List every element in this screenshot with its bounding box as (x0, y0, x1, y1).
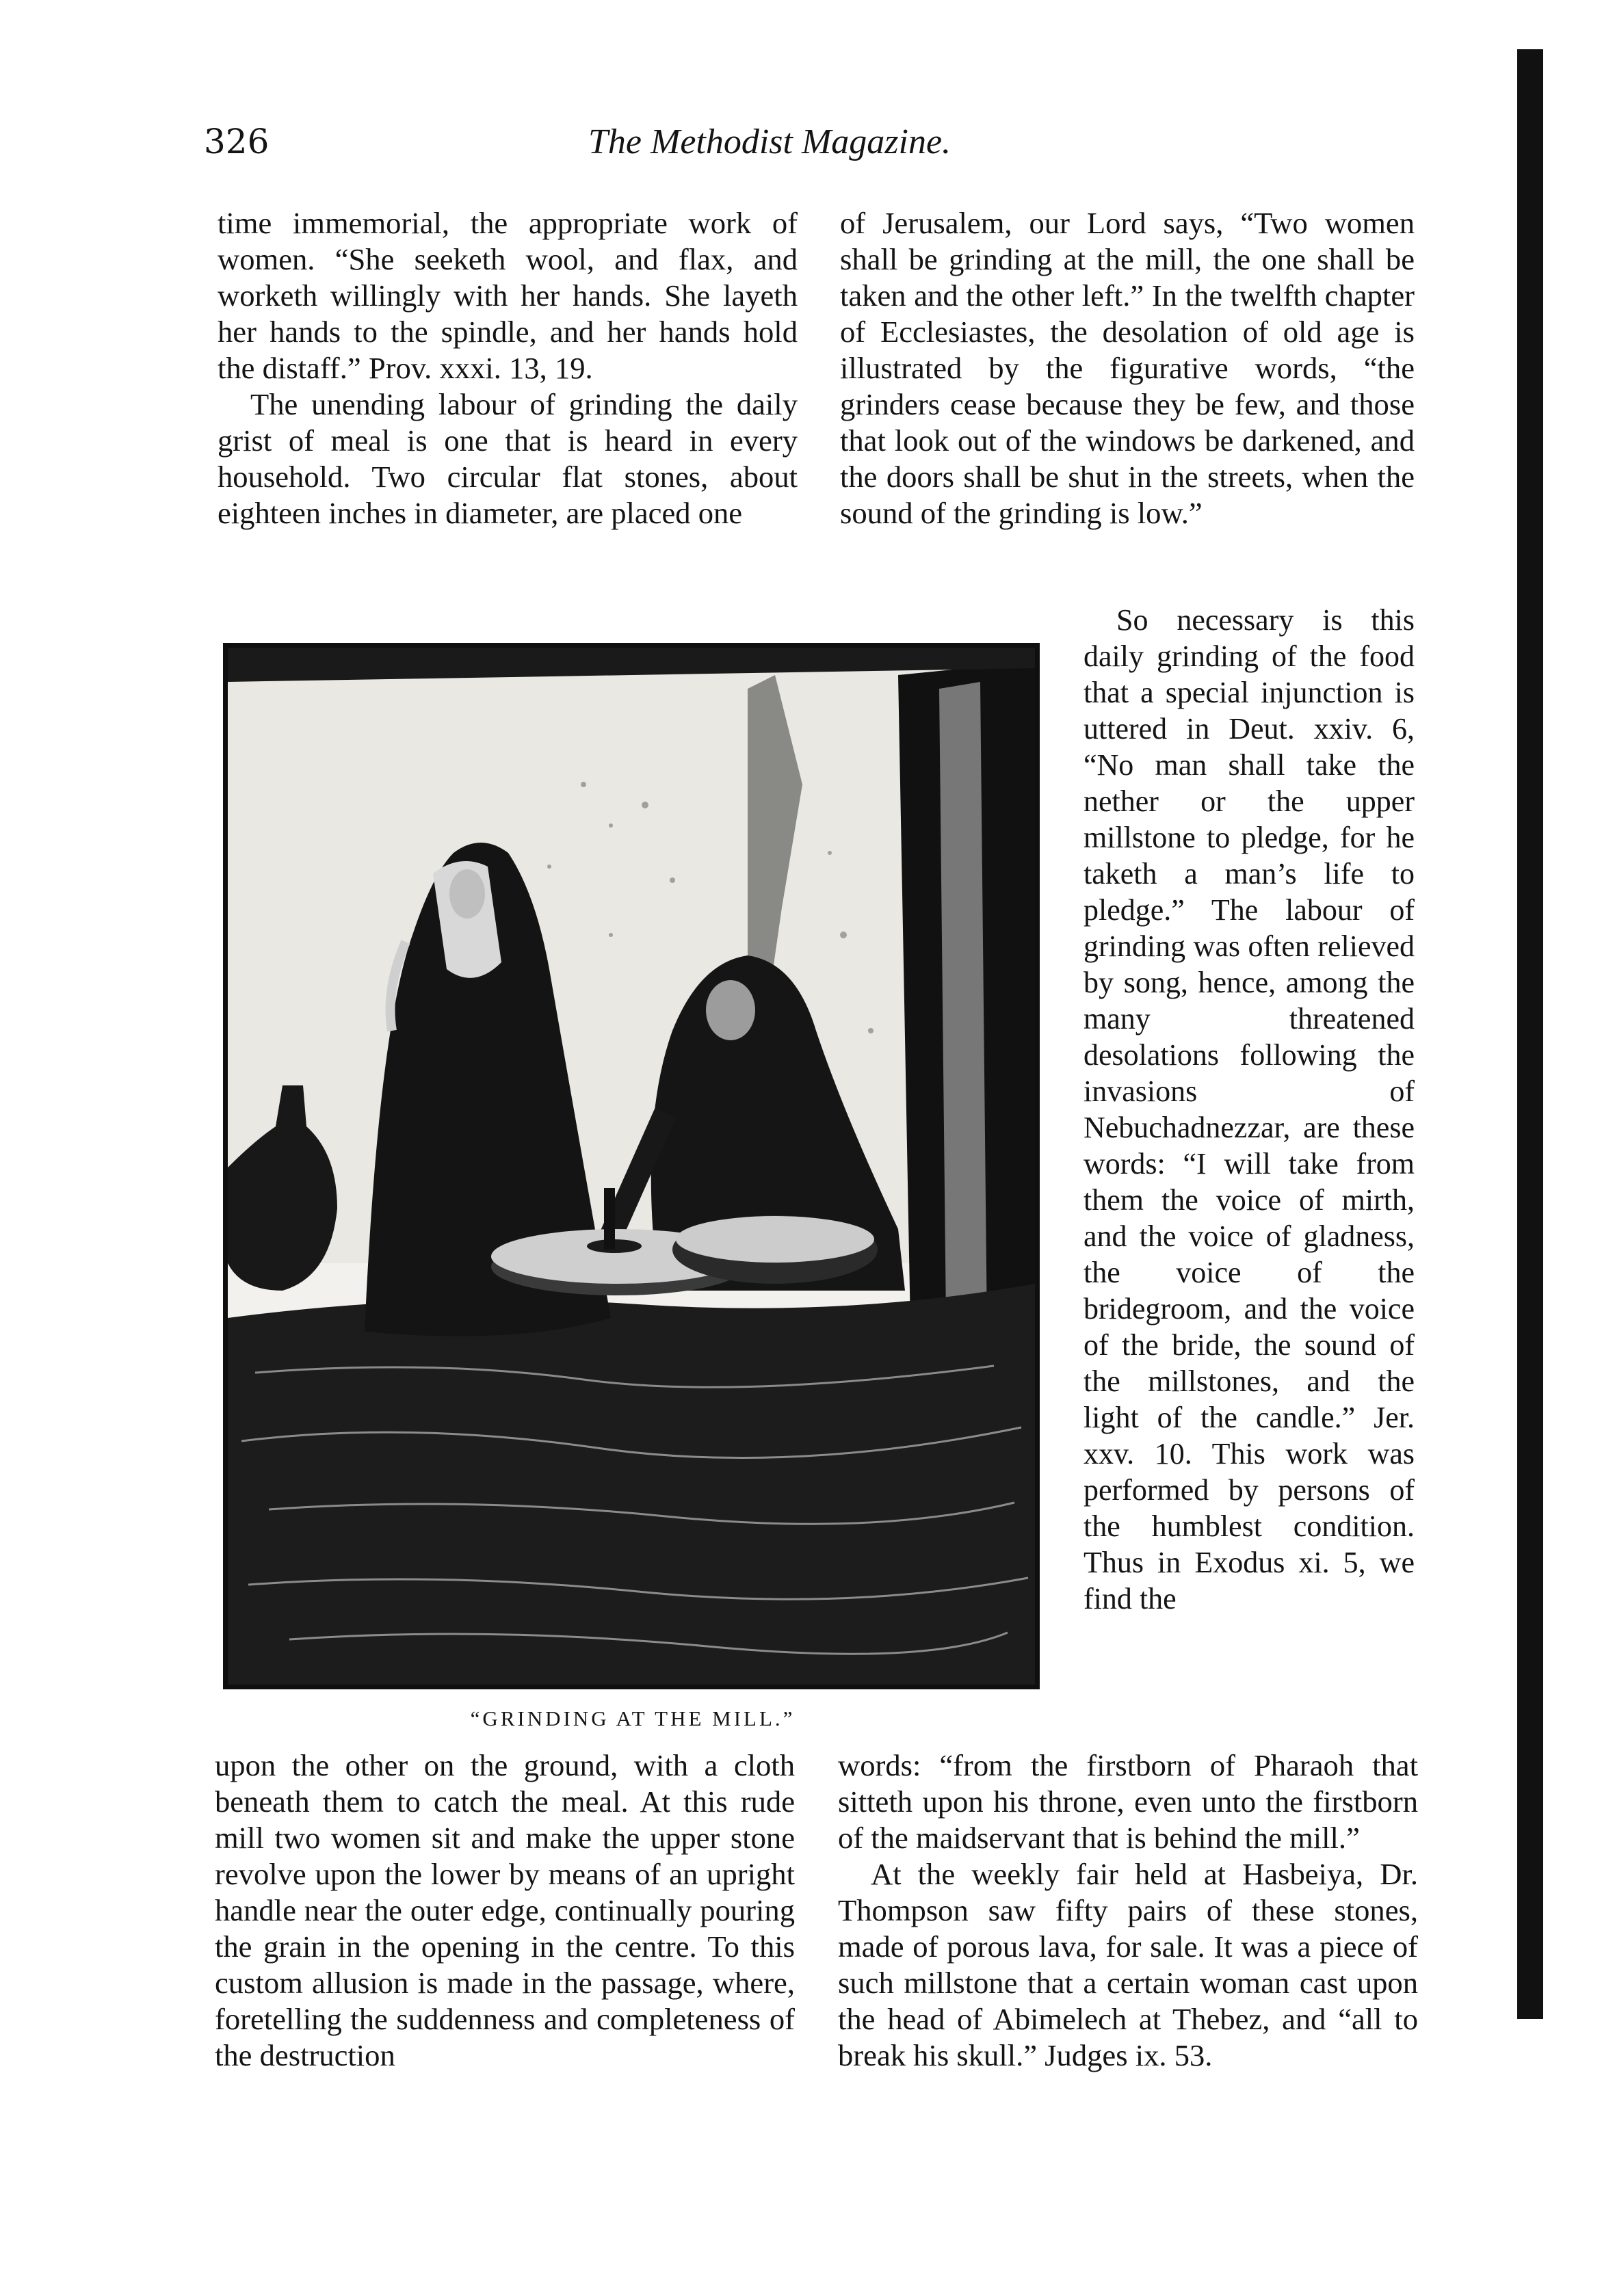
engraving-illustration (228, 648, 1035, 1685)
left-column-top (218, 205, 798, 531)
right-column-bottom (838, 1747, 1418, 2074)
paragraph: words: “from the firstborn of Pharaoh that sitteth upon his throne, even unto the firstborn of the maidservant that is behind the mill.” (838, 1748, 1418, 1855)
paragraph: So necessary is this daily grinding of the food that a special injunction is uttered in Deut. xxiv. 6, “No man shall take the nether or the upper millstone to pledge, for he taketh a man’s life to pledge.” The labour of grinding was often relieved by song, hence, among the many threatened desolations following the invasions of Nebuchadnezzar, are these words: “I will take from them the voice of mirth, and the voice of gladness, the voice of the bridegroom, and the voice of the bride, the sound of the millstones, and the light of the candle.” Jer. xxv. 10. This work was performed by persons of the humblest condition. Thus in Exodus xi. 5, we find the (1084, 603, 1415, 1615)
paragraph: The unending labour of grinding the daily grist of meal is one that is heard in every household. Two circular flat stones, about eighteen inches in diameter, are placed one (218, 387, 798, 530)
paragraph: time immemorial, the appropriate work of women. “She seeketh wool, and flax, and worketh willingly with her hands. She layeth her hands to the spindle, and her hands hold the distaff.” Prov. xxxi. 13, 19. (218, 206, 798, 385)
engraving-grinding-at-the-mill (223, 643, 1040, 1689)
figure-caption: “GRINDING AT THE MILL.” (470, 1706, 796, 1730)
paragraph: At the weekly fair held at Hasbeiya, Dr. Thompson saw fifty pairs of these stones, made of porous lava, for sale. It was a piece of such millstone that a certain woman cast upon the head of Abimelech at Thebez, and “all to break his skull.” Judges ix. 53. (838, 1857, 1418, 2072)
left-column-bottom (215, 1747, 795, 2074)
right-column-beside-figure (1084, 602, 1415, 1617)
paragraph: upon the other on the ground, with a cloth beneath them to catch the meal. At this rude mill two women sit and make the upper stone revolve upon the lower by means of an upright handle near the outer edge, continually pouring the grain in the opening in the centre. To this custom allusion is made in the passage, where, foretelling the suddenness and completeness of the destruction (215, 1748, 795, 2072)
running-head: The Methodist Magazine. (588, 122, 951, 161)
right-column-top (840, 205, 1415, 531)
page-edge-bar (1517, 49, 1543, 2019)
page-number: 326 (204, 122, 270, 161)
paragraph: of Jerusalem, our Lord says, “Two women shall be grinding at the mill, the one shall be taken and the other left.” In the twelfth chapter of Ecclesiastes, the desolation of old age is illustrated by the figurative words, “the grinders cease because they be few, and those that look out of the windows be darkened, and the doors shall be shut in the streets, when the sound of the grinding is low.” (840, 206, 1415, 530)
